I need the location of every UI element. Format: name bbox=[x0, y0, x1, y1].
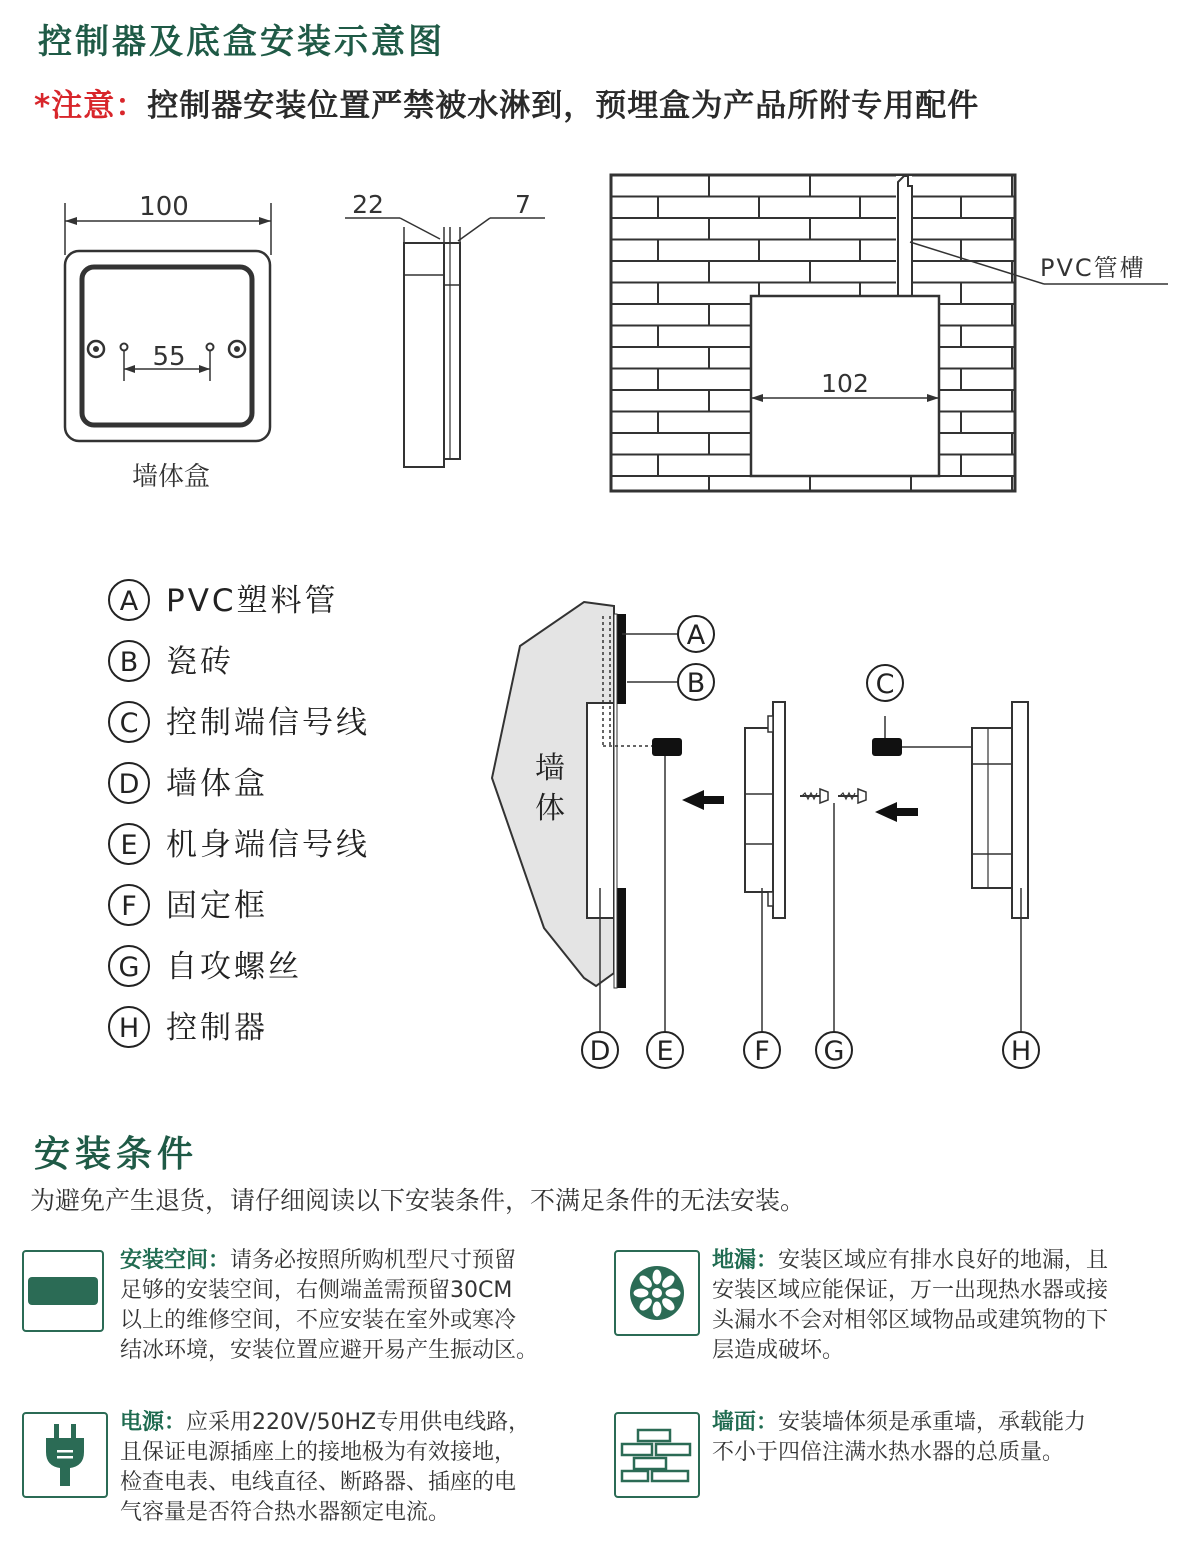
condition-label: 安装空间： bbox=[120, 1248, 231, 1273]
legend-key: C bbox=[119, 708, 139, 739]
screw-icon bbox=[838, 789, 866, 803]
body-signal-connector bbox=[652, 738, 682, 756]
legend-item-c bbox=[109, 702, 370, 742]
side-flange-label: 7 bbox=[515, 190, 531, 219]
legend-key: E bbox=[120, 830, 138, 861]
legend-label: 瓷砖 bbox=[166, 644, 234, 680]
wall-box-width-label: 100 bbox=[139, 192, 189, 222]
hole-spacing-label: 55 bbox=[152, 342, 186, 372]
legend-key: D bbox=[118, 769, 140, 800]
svg-text:G: G bbox=[823, 1036, 845, 1067]
legend-key: B bbox=[119, 647, 139, 678]
arrow-left-icon bbox=[682, 790, 724, 810]
legend-item-d bbox=[109, 763, 268, 803]
brick-wall-icon bbox=[614, 1412, 700, 1498]
svg-text:H: H bbox=[1010, 1036, 1032, 1067]
floor-drain-icon bbox=[614, 1250, 700, 1336]
conditions-subtitle: 为避免产生退货，请仔细阅读以下安装条件，不满足条件的无法安装。 bbox=[30, 1186, 806, 1215]
condition-label: 墙面： bbox=[712, 1410, 779, 1435]
legend-item-g bbox=[109, 946, 302, 986]
callout-g bbox=[816, 1032, 852, 1068]
notice-prefix: *注意： bbox=[34, 88, 148, 124]
svg-text:F: F bbox=[754, 1036, 770, 1067]
side-depth-label: 22 bbox=[352, 190, 384, 219]
callout-a bbox=[678, 616, 714, 652]
svg-text:A: A bbox=[686, 620, 706, 651]
legend-label: 墙体盒 bbox=[166, 766, 268, 802]
conditions-title: 安装条件 bbox=[34, 1134, 199, 1175]
callout-f bbox=[744, 1032, 780, 1068]
callout-b bbox=[678, 664, 714, 700]
legend-key: A bbox=[119, 586, 139, 617]
condition-label: 电源： bbox=[120, 1410, 187, 1435]
legend-item-h bbox=[109, 1007, 268, 1047]
wall-label-bottom: 体 bbox=[535, 791, 565, 826]
power-plug-icon bbox=[22, 1412, 108, 1498]
wall-box-front-view bbox=[40, 185, 300, 505]
controller-part bbox=[972, 728, 1014, 888]
callout-d bbox=[582, 1032, 618, 1068]
legend-label: PVC塑料管 bbox=[166, 583, 339, 619]
condition-label: 地漏： bbox=[712, 1248, 779, 1273]
callout-h bbox=[1003, 1032, 1039, 1068]
svg-text:E: E bbox=[656, 1036, 674, 1067]
brick-wall-diagram bbox=[608, 172, 1178, 502]
legend bbox=[100, 570, 440, 1050]
page-title: 控制器及底盒安装示意图 bbox=[38, 22, 445, 62]
legend-label: 控制器 bbox=[166, 1010, 268, 1046]
pvc-channel-label: PVC管槽 bbox=[1040, 254, 1146, 282]
legend-item-e bbox=[109, 824, 370, 864]
legend-item-a bbox=[109, 580, 339, 620]
svg-text:C: C bbox=[875, 669, 895, 700]
legend-key: H bbox=[118, 1013, 140, 1044]
legend-label: 自攻螺丝 bbox=[166, 949, 302, 985]
notice-text: 控制器安装位置严禁被水淋到，预埋盒为产品所附专用配件 bbox=[147, 88, 980, 124]
notice bbox=[34, 80, 979, 125]
callout-c bbox=[867, 665, 903, 701]
control-signal-connector bbox=[872, 738, 902, 756]
wall-label-top: 墙 bbox=[535, 751, 565, 786]
wall-box-part bbox=[587, 703, 614, 918]
wall-box-caption: 墙体盒 bbox=[131, 462, 211, 492]
callout-e bbox=[647, 1032, 683, 1068]
legend-item-f bbox=[109, 885, 268, 925]
cutout-width-label: 102 bbox=[821, 369, 869, 398]
assembly-diagram bbox=[488, 598, 1048, 1073]
legend-key: F bbox=[121, 891, 137, 922]
wall-box-side-view bbox=[340, 185, 560, 485]
legend-key: G bbox=[118, 952, 140, 983]
arrow-left-icon bbox=[875, 802, 918, 822]
water-heater-icon bbox=[22, 1250, 104, 1332]
svg-text:B: B bbox=[686, 668, 706, 699]
screw-icon bbox=[800, 789, 828, 803]
legend-label: 固定框 bbox=[166, 888, 268, 924]
legend-label: 机身端信号线 bbox=[166, 827, 370, 863]
svg-text:D: D bbox=[589, 1036, 611, 1067]
legend-item-b bbox=[109, 641, 234, 681]
legend-label: 控制端信号线 bbox=[166, 705, 370, 741]
